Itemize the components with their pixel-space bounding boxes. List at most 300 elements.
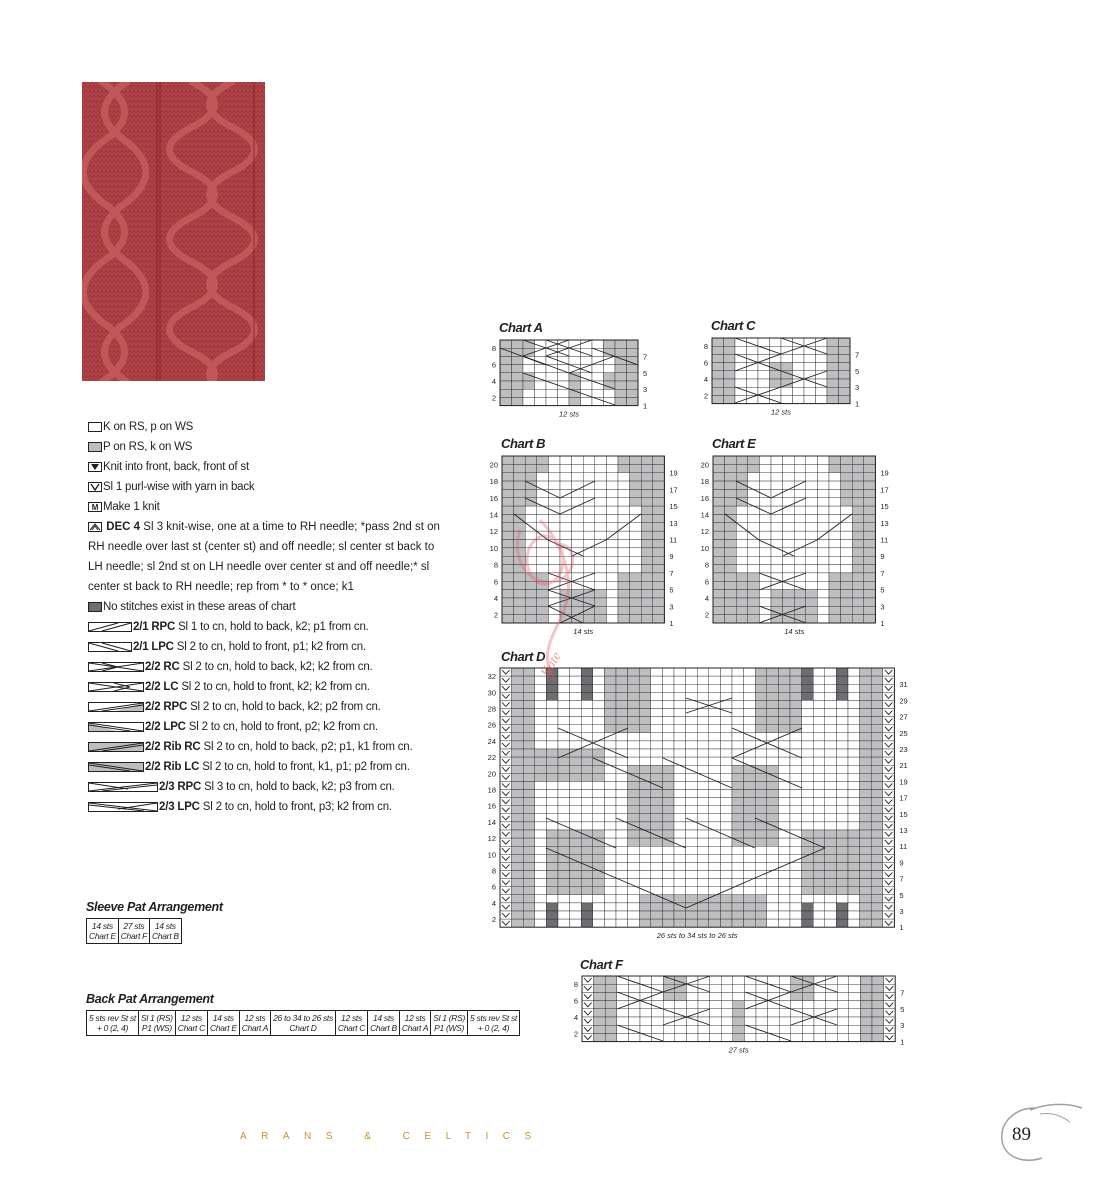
chart-cell (790, 684, 802, 692)
chart-cell (778, 676, 790, 684)
chart-cell (653, 473, 665, 481)
chart-cell (558, 806, 570, 814)
chart-cell (710, 976, 722, 984)
chart-cell (662, 862, 674, 870)
chart-cell (883, 790, 895, 798)
chart-cell (663, 1033, 675, 1041)
chart-cell (546, 781, 558, 789)
chart-cell (512, 733, 524, 741)
chart-cell (817, 456, 829, 464)
row-number-left: 18 (700, 477, 709, 487)
chart-cell (767, 862, 779, 870)
chart-cell (860, 717, 872, 725)
chart-cell (653, 506, 665, 514)
chart-cell (686, 1009, 698, 1017)
chart-cell (725, 540, 737, 548)
chart-cell (748, 548, 760, 556)
chart-cell (733, 992, 745, 1000)
chart-cell (744, 773, 756, 781)
chart-cell (736, 565, 748, 573)
chart-cell (720, 757, 732, 765)
chart-cell (628, 757, 640, 765)
chart-cell (514, 456, 526, 464)
chart-cell (860, 903, 872, 911)
chart-cell (771, 590, 783, 598)
chart-cell (790, 798, 802, 806)
chart-cell (615, 381, 627, 389)
chart-cell (558, 814, 570, 822)
chart-cell (748, 489, 760, 497)
chart-cell (570, 765, 582, 773)
chart-cell (759, 598, 771, 606)
chart-cell (674, 749, 686, 757)
chart-cell (841, 540, 853, 548)
chart-cell (860, 1025, 872, 1033)
chart-cell (758, 379, 770, 387)
chart-cell (864, 565, 876, 573)
chart-cell (748, 565, 760, 573)
chart-cell (710, 992, 722, 1000)
chart-cell (841, 573, 853, 581)
chart-cell (512, 725, 524, 733)
chart-cell (778, 806, 790, 814)
chart-cell (829, 606, 841, 614)
chart-cell (802, 1033, 814, 1041)
chart-cell (860, 919, 872, 927)
chart-cell (628, 814, 640, 822)
chart-cell (720, 684, 732, 692)
chart-cell (500, 765, 512, 773)
chart-cell (744, 895, 756, 903)
chart-cell (759, 565, 771, 573)
chart-cell (733, 984, 745, 992)
chart-cell (697, 717, 709, 725)
chart-cell (720, 733, 732, 741)
chart-cell (732, 911, 744, 919)
chart-cell (525, 489, 537, 497)
dec4-symbol-icon (88, 522, 102, 532)
chart-cell (883, 838, 895, 846)
chart-cell (778, 684, 790, 692)
chart-cell (744, 790, 756, 798)
row-number-right: 31 (899, 680, 908, 690)
chart-cell (641, 615, 653, 623)
chart-cell (794, 581, 806, 589)
chart-cell (615, 389, 627, 397)
chart-cell (546, 709, 558, 717)
watermark (500, 500, 610, 700)
chart-cell (653, 464, 665, 472)
chart-cell (736, 556, 748, 564)
chart-cell (674, 725, 686, 733)
chart-cell (582, 984, 594, 992)
chart-cell (732, 903, 744, 911)
chart-cell (793, 363, 805, 371)
chart-cell (732, 790, 744, 798)
chart-cell (791, 1017, 803, 1025)
chart-cell (512, 365, 524, 373)
row-number-right: 13 (880, 518, 889, 528)
chart-cell (755, 717, 767, 725)
chart-cell (839, 371, 851, 379)
chart-d-title: Chart D (501, 649, 546, 664)
chart-cell (627, 373, 639, 381)
chart-cell (804, 346, 816, 354)
chart-cell (864, 556, 876, 564)
legend-key: 2/1 LPC (133, 641, 174, 653)
chart-cell (725, 531, 737, 539)
chart-cell (848, 749, 860, 757)
chart-cell (500, 871, 512, 879)
chart-cell (778, 903, 790, 911)
chart-cell (535, 725, 547, 733)
chart-cell (758, 346, 770, 354)
chart-cell (841, 548, 853, 556)
chart-cell (744, 911, 756, 919)
chart-cell (829, 506, 841, 514)
chart-cell (698, 992, 710, 1000)
chart-cell (804, 354, 816, 362)
chart-cell (628, 725, 640, 733)
chart-cell (720, 911, 732, 919)
chart-cell (604, 348, 616, 356)
chart-cell (604, 830, 616, 838)
chart-cell (546, 879, 558, 887)
row-number-right: 3 (669, 602, 674, 612)
legend-item (88, 420, 193, 434)
chart-cell (744, 765, 756, 773)
row-number-left: 8 (703, 342, 708, 352)
chart-cell (512, 887, 524, 895)
chart-cell (640, 1017, 652, 1025)
chart-cell (825, 765, 837, 773)
chart-cell (535, 790, 547, 798)
chart-cell (535, 822, 547, 830)
chart-cell (778, 871, 790, 879)
cable-2-2-icon (88, 662, 144, 672)
chart-cell (604, 790, 616, 798)
chart-cell (767, 765, 779, 773)
chart-cell (864, 464, 876, 472)
chart-cell (883, 919, 895, 927)
chart-cell (709, 862, 721, 870)
chart-cell (651, 700, 663, 708)
chart-cell (827, 346, 839, 354)
chart-cell (523, 838, 535, 846)
chart-cell (582, 1001, 594, 1009)
chart-cell (767, 814, 779, 822)
m-symbol-icon (88, 502, 102, 512)
chart-cell (813, 668, 825, 676)
chart-cell (768, 1017, 780, 1025)
chart-cell (618, 531, 630, 539)
chart-cell (535, 741, 547, 749)
chart-cell (595, 473, 607, 481)
chart-cell (604, 854, 616, 862)
chart-cell (628, 903, 640, 911)
chart-cell (630, 481, 642, 489)
chart-cell (713, 590, 725, 598)
chart-cell (592, 389, 604, 397)
row-number-right: 3 (855, 383, 860, 393)
watermark-oval (527, 536, 563, 584)
chart-cell (825, 668, 837, 676)
chart-cell (735, 338, 747, 346)
chart-cell (871, 757, 883, 765)
chart-cell (500, 757, 512, 765)
chart-cell (860, 1001, 872, 1009)
chart-cell (804, 387, 816, 395)
chart-cell (814, 1033, 826, 1041)
chart-cell (883, 717, 895, 725)
legend-text: Sl 2 to cn, hold to back, k2; p2 from cn. (190, 701, 381, 713)
chart-cell (720, 725, 732, 733)
chart-cell (523, 365, 535, 373)
chart-cell (616, 806, 628, 814)
chart-cell (618, 481, 630, 489)
chart-cell (641, 540, 653, 548)
chart-cell (770, 371, 782, 379)
chart-cell (697, 692, 709, 700)
chart-cell (841, 598, 853, 606)
back-arrangement-title: Back Pat Arrangement (86, 992, 214, 1006)
chart-cell (825, 676, 837, 684)
chart-cell (653, 481, 665, 489)
chart-cell (860, 798, 872, 806)
chart-cell (852, 531, 864, 539)
chart-cell (572, 489, 584, 497)
chart-cell (849, 1009, 861, 1017)
chart-cell (783, 523, 795, 531)
chart-cell (860, 887, 872, 895)
chart-cell (616, 871, 628, 879)
chart-cell (860, 976, 872, 984)
chart-cell (848, 733, 860, 741)
chart-cell (653, 556, 665, 564)
chart-cell (860, 822, 872, 830)
chart-cell (639, 790, 651, 798)
chart-cell (709, 757, 721, 765)
legend-text: Sl 2 to cn, hold to back, p2; p1, k1 from cn. (203, 741, 413, 753)
chart-cell (582, 992, 594, 1000)
chart-cell (500, 822, 512, 830)
chart-cell (641, 565, 653, 573)
chart-cell (604, 781, 616, 789)
chart-cell (848, 919, 860, 927)
chart-cell (733, 1001, 745, 1009)
chart-cell (652, 976, 664, 984)
chart-cell (827, 363, 839, 371)
chart-cell (860, 854, 872, 862)
chart-cell (744, 725, 756, 733)
row-number-right: 23 (899, 745, 908, 754)
chart-cell (639, 676, 651, 684)
chart-cell (663, 992, 675, 1000)
chart-cell (758, 371, 770, 379)
chart-cell (697, 822, 709, 830)
chart-cell (778, 846, 790, 854)
chart-cell (709, 830, 721, 838)
chart-cell (653, 498, 665, 506)
chart-cell (852, 590, 864, 598)
chart-cell (628, 790, 640, 798)
chart-cell (806, 473, 818, 481)
chart-cell (848, 903, 860, 911)
chart-cell (523, 709, 535, 717)
chart-cell (604, 389, 616, 397)
chart-cell (836, 781, 848, 789)
chart-cell (872, 1017, 884, 1025)
chart-cell (639, 903, 651, 911)
chart-cell (829, 514, 841, 522)
chart-cell (817, 556, 829, 564)
legend-text: Sl 2 to cn, hold to front, p1; k2 from cn. (176, 641, 366, 653)
chart-cell (827, 387, 839, 395)
chart-cell (826, 1025, 838, 1033)
chart-cell (592, 365, 604, 373)
chart-cell (651, 765, 663, 773)
chart-cell (767, 798, 779, 806)
chart-cell (744, 709, 756, 717)
chart-cell (778, 854, 790, 862)
chart-cell (523, 830, 535, 838)
chart-cell (628, 709, 640, 717)
chart-cell (770, 363, 782, 371)
chart-cell (502, 473, 514, 481)
row-number-left: 8 (491, 866, 496, 876)
chart-cell (570, 895, 582, 903)
chart-cell (755, 709, 767, 717)
chart-cell (852, 598, 864, 606)
chart-cell (500, 700, 512, 708)
chart-cell (686, 806, 698, 814)
chart-cell (793, 395, 805, 403)
chart-cell (523, 862, 535, 870)
chart-cell (662, 806, 674, 814)
chart-cell (512, 854, 524, 862)
chart-cell (759, 606, 771, 614)
kfb-symbol-icon (88, 462, 102, 472)
chart-cell (755, 806, 767, 814)
chart-cell (639, 862, 651, 870)
chart-cell (790, 879, 802, 887)
chart-cell (848, 854, 860, 862)
chart-cell (697, 830, 709, 838)
chart-cell (535, 879, 547, 887)
chart-cell (500, 781, 512, 789)
chart-cell (849, 976, 861, 984)
chart-cell (871, 919, 883, 927)
chart-cell (748, 506, 760, 514)
chart-cell (783, 540, 795, 548)
chart-cell (686, 692, 698, 700)
chart-cell (709, 911, 721, 919)
chart-cell (849, 1017, 861, 1025)
chart-cell (802, 733, 814, 741)
chart-cell (653, 548, 665, 556)
chart-svg (480, 336, 662, 424)
chart-cell (630, 540, 642, 548)
chart-cell (653, 514, 665, 522)
chart-cell (686, 887, 698, 895)
chart-cell (871, 781, 883, 789)
chart-cell (616, 822, 628, 830)
chart-cell (755, 822, 767, 830)
chart-cell (720, 676, 732, 684)
chart-cell (771, 514, 783, 522)
chart-cell (771, 565, 783, 573)
chart-cell (616, 692, 628, 700)
chart-cell (713, 473, 725, 481)
chart-cell (793, 387, 805, 395)
chart-cell (733, 1017, 745, 1025)
chart-cell (732, 668, 744, 676)
chart-cell (802, 773, 814, 781)
chart-cell (755, 887, 767, 895)
chart-cell (500, 790, 512, 798)
chart-cell (860, 692, 872, 700)
chart-cell (512, 348, 524, 356)
chart-cell (570, 919, 582, 927)
chart-cell (860, 1009, 872, 1017)
chart-cell (651, 871, 663, 879)
chart-cell (771, 556, 783, 564)
chart-cell (605, 1009, 617, 1017)
chart-cell (686, 773, 698, 781)
chart-cell (829, 598, 841, 606)
chart-cell (767, 854, 779, 862)
chart-cell (790, 838, 802, 846)
chart-cell (724, 346, 736, 354)
chart-cell (500, 733, 512, 741)
chart-cell (581, 709, 593, 717)
chart-cell (651, 709, 663, 717)
chart-cell (829, 456, 841, 464)
chart-cell (570, 806, 582, 814)
chart-cell (560, 473, 572, 481)
chart-cell (756, 1033, 768, 1041)
chart-cell (651, 806, 663, 814)
chart-cell (871, 717, 883, 725)
chart-cell (500, 846, 512, 854)
chart-cell (852, 464, 864, 472)
chart-cell (628, 781, 640, 789)
chart-cell (581, 340, 593, 348)
chart-cell (686, 1033, 698, 1041)
chart-cell (864, 540, 876, 548)
chart-cell (640, 976, 652, 984)
chart-cell (744, 871, 756, 879)
chart-cell (790, 757, 802, 765)
chart-cell (720, 895, 732, 903)
chart-cell (558, 862, 570, 870)
legend-key: 2/2 Rib LC (145, 761, 200, 773)
chart-cell (883, 676, 895, 684)
chart-cell (710, 1001, 722, 1009)
chart-cell (790, 741, 802, 749)
chart-cell (783, 565, 795, 573)
chart-cell (630, 615, 642, 623)
chart-cell (535, 757, 547, 765)
legend-text: Sl 1 purl-wise with yarn in back (103, 481, 255, 493)
chart-cell (523, 895, 535, 903)
white-square-icon (88, 422, 102, 432)
chart-cell (500, 356, 512, 364)
chart-cell (569, 389, 581, 397)
chart-cell (616, 790, 628, 798)
row-number-right: 3 (900, 1021, 905, 1031)
chart-cell (512, 356, 524, 364)
